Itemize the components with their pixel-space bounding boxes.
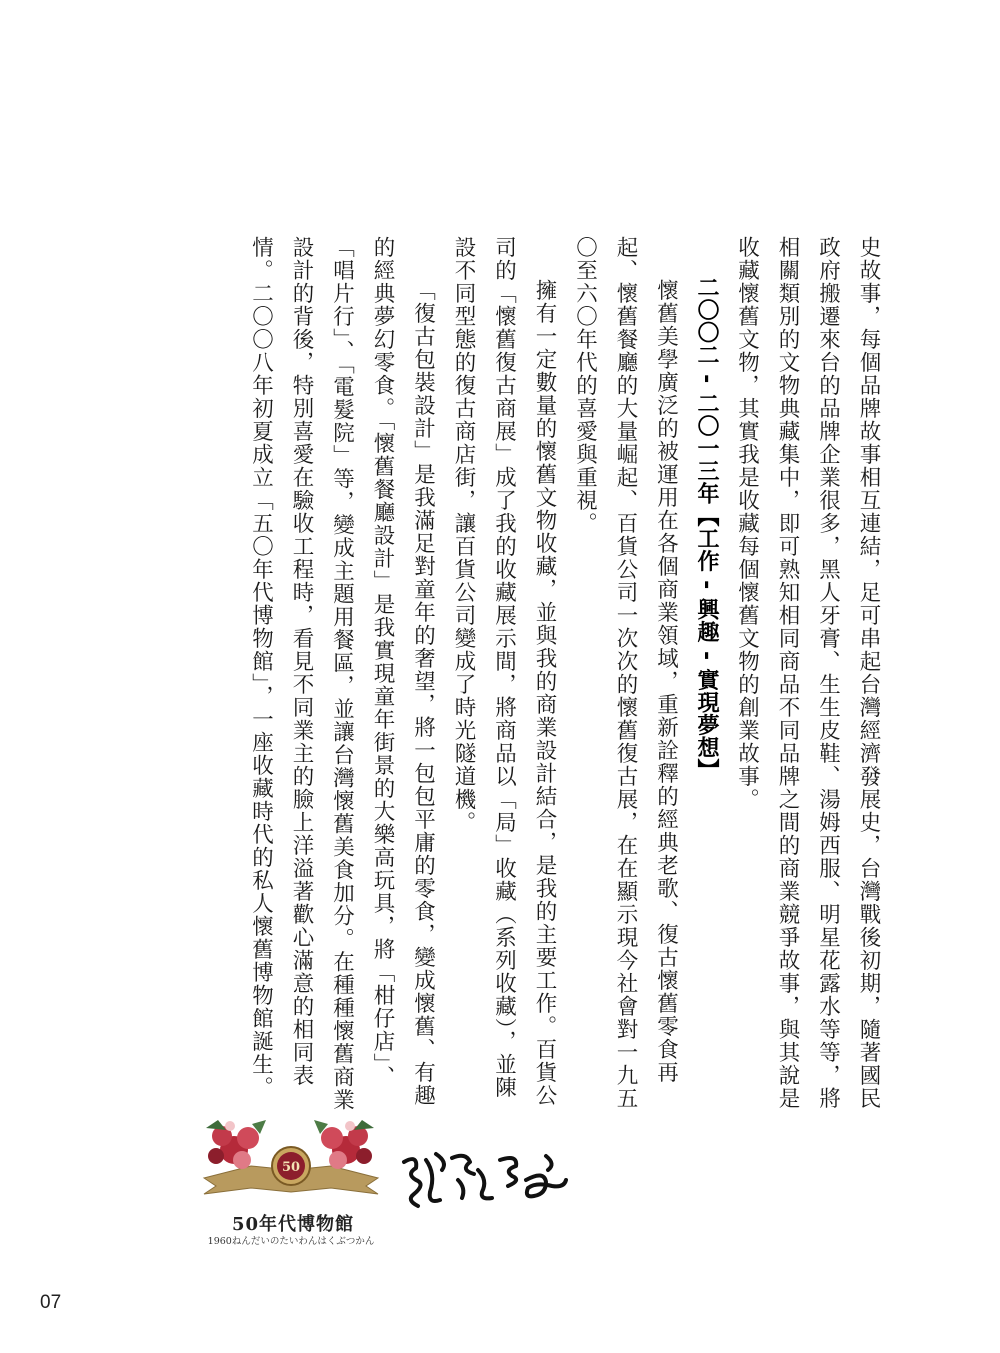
- logo-title: 50年代博物館: [231, 1214, 355, 1235]
- page-number: 07: [40, 1292, 62, 1313]
- article-body: [188, 236, 888, 1116]
- paragraph-4: 「復古包裝設計」是我滿足對童年的奢望，將一包包平庸的零食，變成懷舊、有趣的經典夢幻零食。「懷舊餐廳設計」是我實現童年街景的大樂高玩具，將「柑仔店」、「唱片行」、「電髮院」等，變成主題用餐區，並讓台灣懷舊美食加分。在種種懷舊商業設計的背後，特別喜愛在驗收工程時，看見不同業主的臉上洋溢著歡心滿意的相同表情。二〇〇八年初夏成立「五〇年代博物館」，一座收藏時代的私人懷舊博物館誕生。: [248, 236, 436, 1112]
- paragraph-2: 懷舊美學廣泛的被運用在各個商業領域，重新詮釋的經典老歌、復古懷舊零食再起、懷舊餐廳的大量崛起、百貨公司一次次的懷舊復古展，在在顯示現今社會對一九五〇至六〇年代的喜愛與重視。: [572, 236, 679, 1110]
- paragraph-1: 史故事，每個品牌故事相互連結，足可串起台灣經濟發展史，台灣戰後初期，隨著國民政府搬遷來台的品牌企業很多，黑人牙膏、生生皮鞋、湯姆西服、明星花露水等等，將相關類別的文物典藏集中，即可熟知相同商品不同品牌之間的商業競爭故事，與其說是收藏懷舊文物，其實我是收藏每個懷舊文物的創業故事。: [734, 236, 881, 1110]
- paragraph-3: 擁有一定數量的懷舊文物收藏，並與我的商業設計結合，是我的主要工作。百貨公司的「懷舊復古商展」成了我的收藏展示間，將商品以「局」收藏（系列收藏），並陳設不同型態的復古商店街，讓百貨公司變成了時光隧道機。: [451, 236, 557, 1107]
- logo-subtitle: 1960ねんだいのたいわんはくぶつかん: [207, 1236, 375, 1247]
- signature-icon: [396, 1140, 581, 1220]
- flower-emblem-icon: [196, 1108, 386, 1210]
- logo-badge-text: 50: [281, 1160, 301, 1175]
- museum-logo: [196, 1108, 386, 1248]
- section-heading: 二〇〇二 - 二〇一三年【工作 - 興趣 - 實現夢想】: [694, 276, 719, 782]
